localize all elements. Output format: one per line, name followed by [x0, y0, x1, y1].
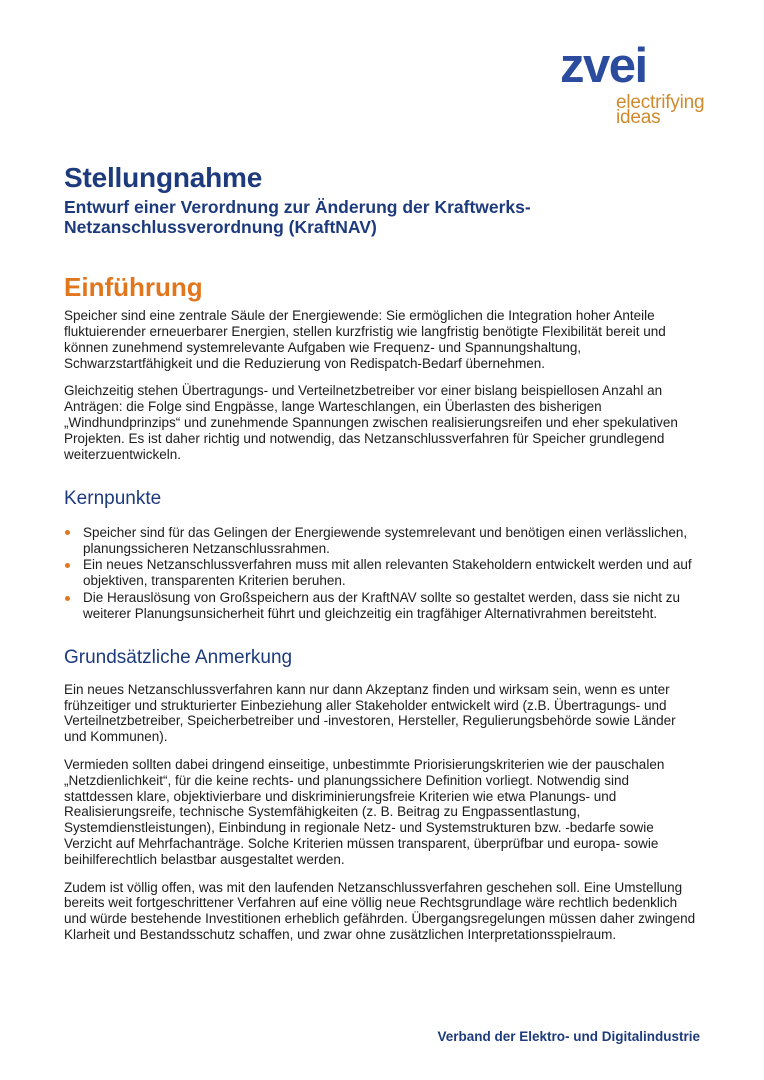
- bullet-icon: [65, 596, 70, 601]
- bullet-text: Die Herauslösung von Großspeichern aus der KraftNAV sollte so gestaltet werden, dass sie nicht zu weiterer Planungsunsicherheit führt und gleichzeitig ein tragfähiger Alternativrahmen bereitsteht.: [83, 590, 681, 622]
- footer-tagline: Verband der Elektro- und Digitalindustrie: [437, 1029, 700, 1044]
- paragraph: Gleichzeitig stehen Übertragungs- und Verteilnetzbetreiber vor einer bislang beispiellosen Anzahl an Anträgen: die Folge sind Engpässe, lange Warteschlangen, ein Überlasten des bisherigen „Windhundprinzips“ und zunehmende Spannungen zwischen realisierungsreifen und eher spekulativen Projekten. Es ist daher richtig und notwendig, das Netzanschlussverfahren für Speicher grundlegend weiterzuentwickeln.: [64, 383, 678, 462]
- zvei-logo: [560, 39, 705, 129]
- paragraph: Vermieden sollten dabei dringend einseitige, unbestimmte Priorisierungskriterien wie der pauschalen „Netzdienlichkeit“, für die keine rechts- und planungssichere Definition vorliegt. Notwendig sind stattdessen klare, objektivierbare und diskriminierungsfreie Kriterien wie etwa Planungs- und Realisierungsreife, technische Systemfähigkeiten (z. B. Beitrag zu Engpassentlastung, Systemdienstleistungen), Einbindung in regionale Netz- und Systemstrukturen bzw. -bedarfe sowie Verzicht auf Mehrfachanträge. Solche Kriterien müssen transparent, überprüfbar und europa- sowie beihilferechtlich belastbar ausgestaltet werden.: [64, 756, 665, 868]
- paragraph: Zudem ist völlig offen, was mit den laufenden Netzanschlussverfahren geschehen soll. Eine Umstellung bereits weit fortgeschrittener Verfahren auf eine völlig neue Rechtsgrundlage wäre rechtlich bedenklich und würde bestehende Investitionen erheblich gefährden. Übergangsregelungen müssen daher zwingend Klarheit und Bestandsschutz schaffen, und zwar ohne zusätzlichen Interpretationsspielraum.: [64, 879, 696, 943]
- document-subtitle: Entwurf einer Verordnung zur Änderung der Kraftwerks-Netzanschlussverordnung (KraftNAV): [64, 197, 531, 237]
- paragraph: Ein neues Netzanschlussverfahren kann nur dann Akzeptanz finden und wirksam sein, wenn es unter frühzeitiger und strukturierter Einbeziehung aller Stakeholder entwickelt wird (z.B. Übertragungs- und Verteilnetzbetreiber, Speicherbetreiber und -investoren, Hersteller, Regulierungsbehörde sowie Länder und Kommunen).: [64, 681, 676, 745]
- bullet-text: Ein neues Netzanschlussverfahren muss mit allen relevanten Stakeholdern entwickelt werden und auf objektiven, transparenten Kriterien beruhen.: [83, 557, 692, 589]
- bullet-icon: [65, 530, 70, 535]
- section-heading-kernpunkte: Kernpunkte: [64, 487, 162, 509]
- bullet-list: [64, 525, 700, 622]
- bullet-text: Speicher sind für das Gelingen der Energiewende systemrelevant und benötigen einen verlässlichen, planungssicheren Netzanschlussrahmen.: [83, 524, 688, 556]
- bullet-item: [64, 590, 700, 622]
- bullet-item: [64, 557, 700, 589]
- section-grundsaetzliche-anmerkung: [64, 646, 700, 943]
- zvei-wordmark: zvei: [560, 39, 647, 93]
- paragraph: Speicher sind eine zentrale Säule der Energiewende: Sie ermöglichen die Integration hoher Anteile fluktuierender erneuerbarer Energien, stellen kurzfristig wie langfristig benötigte Flexibilität bereit und können zunehmend systemrelevante Aufgaben wie Frequenz- und Spannungshaltung, Schwarzstartfähigkeit und die Reduzierung von Redispatch-Bedarf übernehmen.: [64, 308, 666, 371]
- section-heading-grundsaetzliche-anmerkung: Grundsätzliche Anmerkung: [64, 647, 293, 669]
- bullet-item: [64, 525, 700, 557]
- bullet-icon: [65, 563, 70, 568]
- section-kernpunkte: [64, 487, 700, 622]
- section-einfuehrung: [64, 272, 700, 463]
- document-title: Stellungnahme: [64, 162, 263, 193]
- logo-tagline: [616, 92, 705, 129]
- section-heading-einfuehrung: Einführung: [64, 272, 203, 302]
- logo-tagline-line2: ideas: [616, 107, 661, 129]
- logo-tagline-line1: electrifying: [616, 92, 705, 114]
